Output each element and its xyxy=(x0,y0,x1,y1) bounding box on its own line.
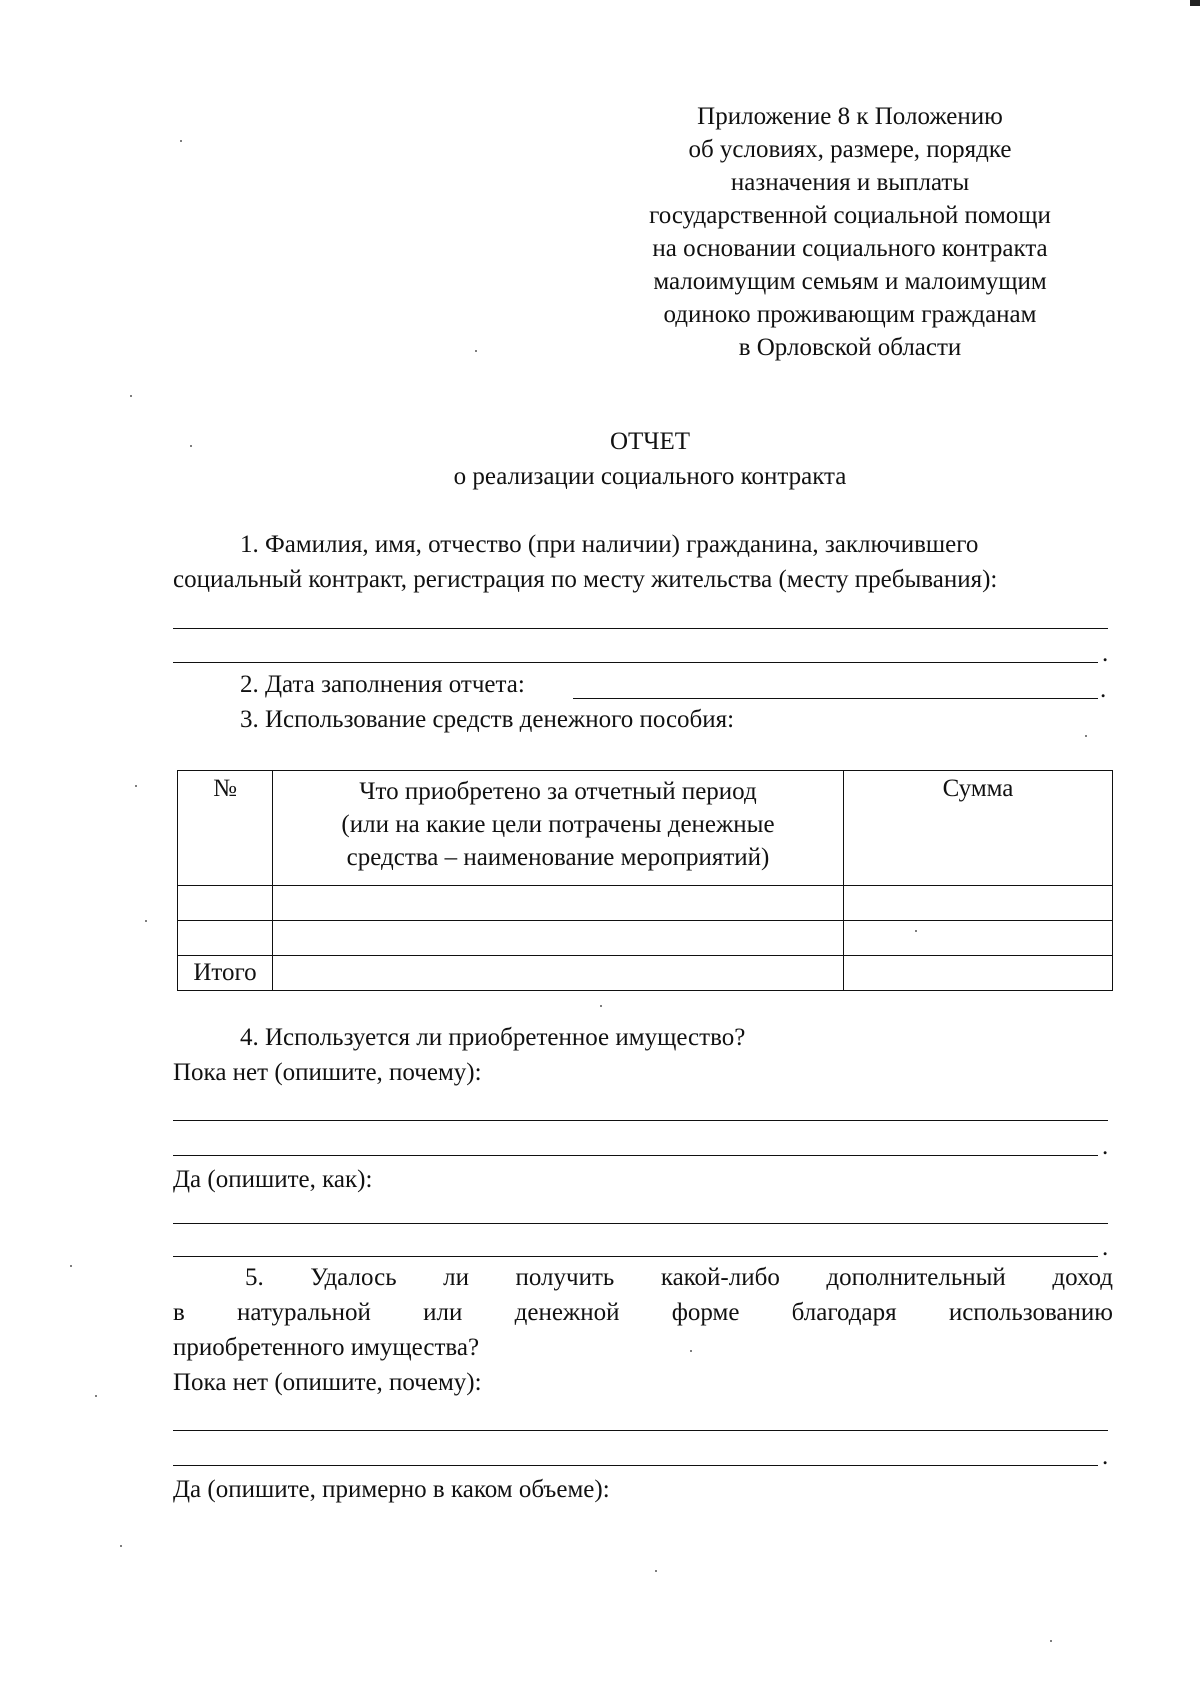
item5-not-yet: Пока нет (опишите, почему): xyxy=(173,1369,482,1396)
item1-line2: социальный контракт, регистрация по месту жительства (месту пребывания): xyxy=(173,566,998,593)
word: форме xyxy=(671,1299,740,1326)
fill-line-item5-no-2[interactable] xyxy=(173,1465,1098,1466)
item3-label: 3. Использование средств денежного пособия: xyxy=(240,706,735,733)
fill-line-item4-yes-1[interactable] xyxy=(173,1223,1108,1224)
scan-speck xyxy=(1085,735,1087,737)
total-sum-cell[interactable] xyxy=(844,956,1113,991)
appendix-line: на основании социального контракта xyxy=(652,235,1048,262)
document-title: ОТЧЕТ xyxy=(609,428,691,455)
scan-speck xyxy=(180,140,182,142)
line-end-dot: . xyxy=(1102,1234,1109,1261)
word: натуральной xyxy=(237,1299,371,1326)
fill-line-name-2[interactable] xyxy=(173,662,1098,663)
item5-line2 xyxy=(173,1298,1113,1328)
word: дополнительный xyxy=(826,1264,1006,1291)
item5-yes: Да (опишите, примерно в каком объеме): xyxy=(173,1476,610,1503)
item5-line1 xyxy=(245,1263,1113,1293)
fill-line-item4-no-1[interactable] xyxy=(173,1120,1108,1121)
item5-line3: приобретенного имущества? xyxy=(173,1334,480,1361)
table-cell[interactable] xyxy=(273,921,844,956)
appendix-header xyxy=(600,100,1100,364)
scan-speck xyxy=(190,445,192,447)
scan-speck xyxy=(95,1395,97,1397)
appendix-line: об условиях, размере, порядке xyxy=(688,136,1012,163)
header-what-line: Что приобретено за отчетный период xyxy=(359,778,757,805)
appendix-line: малоимущим семьям и малоимущим xyxy=(653,268,1047,295)
appendix-line: государственной социальной помощи xyxy=(649,202,1051,229)
expenses-table xyxy=(177,770,1113,991)
table-cell[interactable] xyxy=(178,886,273,921)
item4-question: 4. Используется ли приобретенное имущество? xyxy=(240,1024,746,1051)
table-cell[interactable] xyxy=(273,886,844,921)
scan-speck xyxy=(130,395,132,397)
scan-speck xyxy=(475,350,477,352)
word: получить xyxy=(515,1264,615,1291)
scan-speck xyxy=(120,1545,122,1547)
scan-speck xyxy=(655,1570,657,1572)
line-end-dot: . xyxy=(1102,1443,1109,1470)
table-header-row xyxy=(178,771,1113,886)
fill-line-item4-yes-2[interactable] xyxy=(173,1256,1098,1257)
scan-speck xyxy=(1050,1640,1052,1642)
line-end-dot: . xyxy=(1100,676,1107,703)
appendix-line: Приложение 8 к Положению xyxy=(697,103,1003,130)
appendix-line: назначения и выплаты xyxy=(730,169,970,196)
item4-not-yet: Пока нет (опишите, почему): xyxy=(173,1059,482,1086)
item2-label: 2. Дата заполнения отчета: xyxy=(240,671,525,698)
table-cell[interactable] xyxy=(178,921,273,956)
header-no: № xyxy=(178,771,273,886)
item1-line1: 1. Фамилия, имя, отчество (при наличии) гражданина, заключившего xyxy=(240,531,979,558)
table-cell[interactable] xyxy=(844,921,1113,956)
scan-speck xyxy=(70,1265,72,1267)
word: в xyxy=(173,1299,185,1326)
scan-speck xyxy=(690,1350,692,1352)
word: денежной xyxy=(514,1299,620,1326)
table-cell[interactable] xyxy=(273,956,844,991)
fill-line-name-1[interactable] xyxy=(173,628,1108,629)
table-cell[interactable] xyxy=(844,886,1113,921)
line-end-dot: . xyxy=(1102,640,1109,667)
scan-speck xyxy=(135,785,137,787)
word: какой-либо xyxy=(660,1264,780,1291)
item4-yes: Да (опишите, как): xyxy=(173,1166,373,1193)
header-sum: Сумма xyxy=(844,771,1113,886)
line-end-dot: . xyxy=(1102,1133,1109,1160)
table-total-row xyxy=(178,956,1113,991)
header-what-line: (или на какие цели потрачены денежные xyxy=(341,811,775,838)
header-what-line: средства – наименование мероприятий) xyxy=(346,844,770,871)
word: доход xyxy=(1052,1264,1113,1291)
document-subtitle: о реализации социального контракта xyxy=(453,463,847,490)
word: благодаря xyxy=(791,1299,897,1326)
word: ли xyxy=(443,1264,469,1291)
appendix-line: в Орловской области xyxy=(738,334,962,361)
scan-mark xyxy=(1190,0,1200,6)
fill-line-item5-no-1[interactable] xyxy=(173,1430,1108,1431)
scan-speck xyxy=(915,930,917,932)
table-row xyxy=(178,921,1113,956)
word: 5. xyxy=(245,1264,264,1291)
appendix-line: одиноко проживающим гражданам xyxy=(663,301,1037,328)
word: использованию xyxy=(948,1299,1113,1326)
scan-speck xyxy=(145,920,147,922)
scan-speck xyxy=(600,1005,602,1007)
fill-line-item4-no-2[interactable] xyxy=(173,1155,1098,1156)
table-row xyxy=(178,886,1113,921)
fill-line-date[interactable] xyxy=(573,698,1098,699)
header-what xyxy=(273,771,844,886)
word: или xyxy=(423,1299,463,1326)
word: Удалось xyxy=(310,1264,397,1291)
total-label: Итого xyxy=(178,956,273,991)
